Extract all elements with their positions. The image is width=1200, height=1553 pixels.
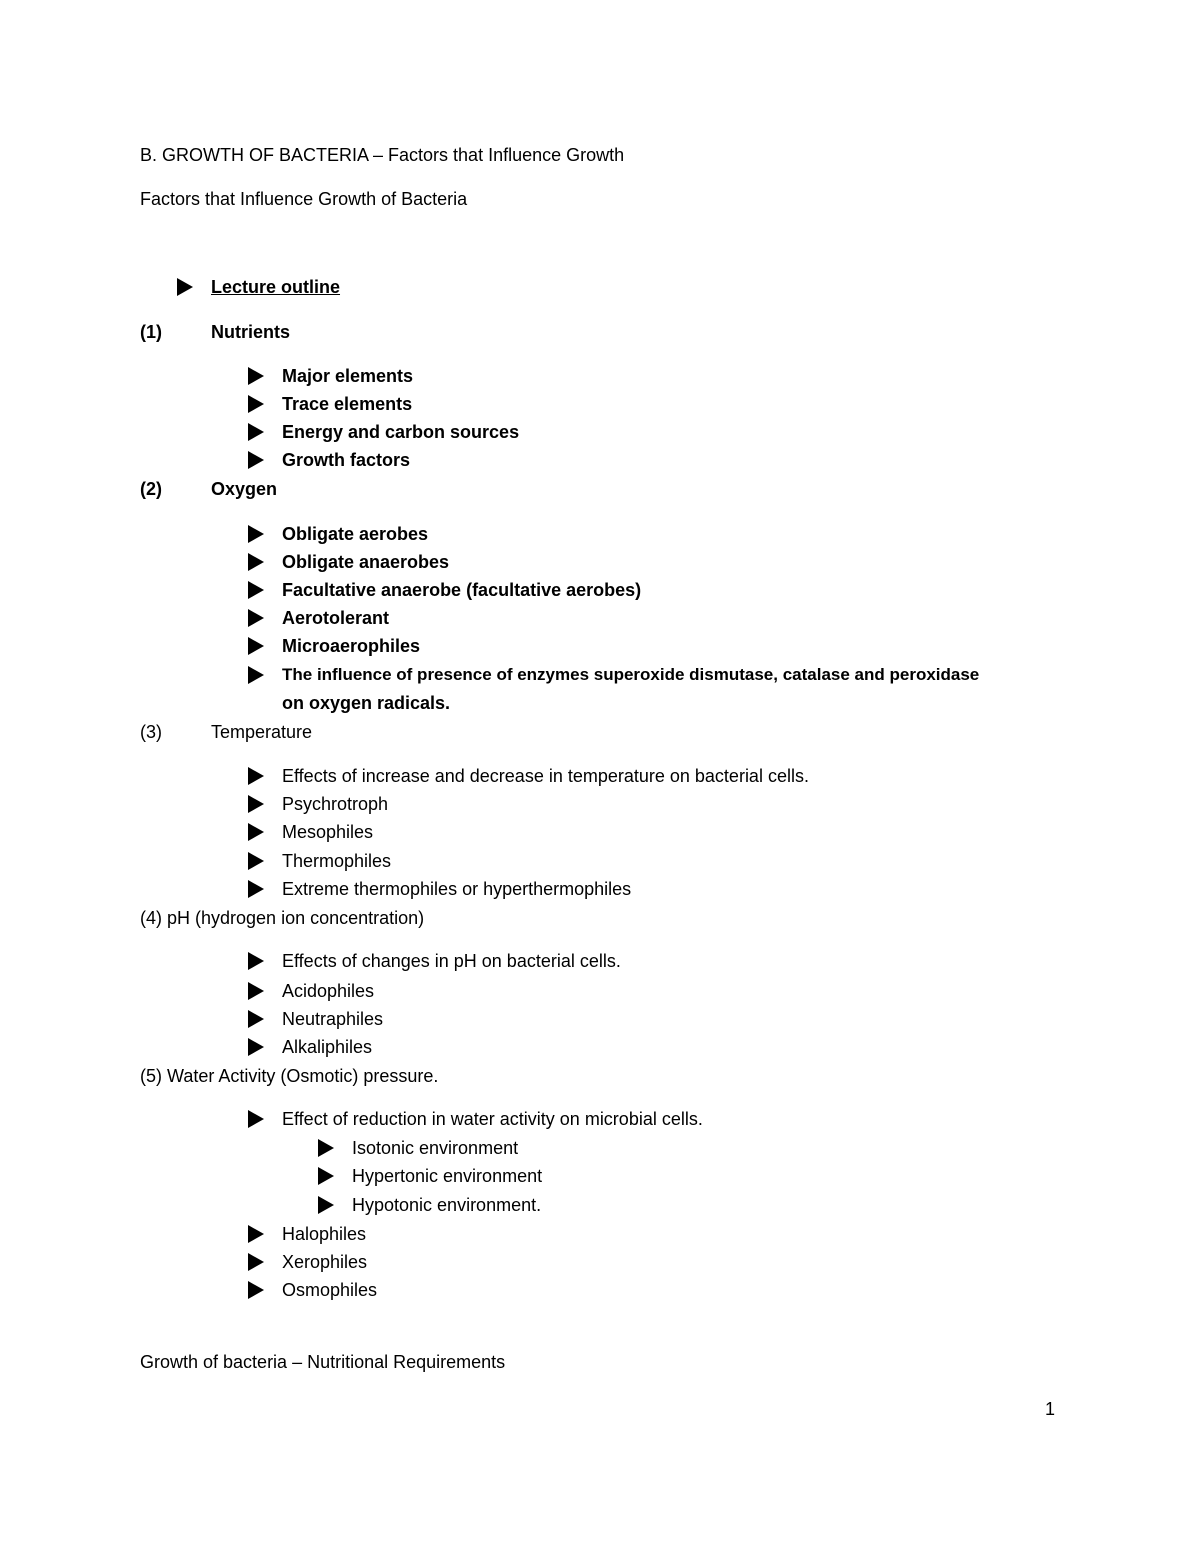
outline-title: Lecture outline [211,277,341,297]
arrow-bullet-icon [248,795,264,813]
arrow-bullet-icon [248,423,264,441]
list-item: The influence of presence of enzymes superoxide dismutase, catalase and peroxidase [282,665,980,684]
list-item: Trace elements [282,394,413,414]
list-item: Growth factors [282,450,411,470]
section-title-nutrients: Nutrients [211,322,291,342]
arrow-bullet-icon [248,1253,264,1271]
list-item: Acidophiles [282,981,375,1001]
arrow-bullet-icon [248,852,264,870]
arrow-bullet-icon [318,1167,334,1185]
page-number: 1 [1045,1399,1056,1419]
arrow-bullet-icon [248,609,264,627]
arrow-bullet-icon [248,823,264,841]
section-number: (2) [140,479,162,499]
list-item: Halophiles [282,1224,367,1244]
arrow-bullet-icon [248,395,264,413]
section-title-oxygen: Oxygen [211,479,278,499]
arrow-bullet-icon [318,1196,334,1214]
arrow-bullet-icon [248,451,264,469]
arrow-bullet-icon [248,1225,264,1243]
arrow-bullet-icon [248,666,264,684]
sub-list-item: Isotonic environment [352,1138,519,1158]
arrow-bullet-icon [248,1281,264,1299]
section-number: (1) [140,322,162,342]
arrow-bullet-icon [248,767,264,785]
arrow-bullet-icon [248,581,264,599]
list-item: Effect of reduction in water activity on microbial cells. [282,1109,703,1129]
arrow-bullet-icon [248,1010,264,1028]
list-item: Energy and carbon sources [282,422,520,442]
list-item: Alkaliphiles [282,1037,373,1057]
arrow-bullet-icon [177,278,193,296]
arrow-bullet-icon [248,880,264,898]
list-item: Xerophiles [282,1252,368,1272]
arrow-bullet-icon [248,525,264,543]
arrow-bullet-icon [248,637,264,655]
list-item: Extreme thermophiles or hyperthermophiles [282,879,632,899]
list-item: Neutraphiles [282,1009,384,1029]
section-number: (3) [140,722,162,742]
arrow-bullet-icon [248,553,264,571]
section-title-temperature: Temperature [211,722,313,742]
list-item: Osmophiles [282,1280,378,1300]
arrow-bullet-icon [318,1139,334,1157]
list-item: Psychrotroph [282,794,389,814]
list-item: Obligate aerobes [282,524,429,544]
sub-list-item: Hypertonic environment [352,1166,543,1186]
document-heading: B. GROWTH OF BACTERIA – Factors that Influence Growth [140,145,625,165]
next-section-heading: Growth of bacteria – Nutritional Requirements [140,1352,506,1372]
list-item: Thermophiles [282,851,392,871]
arrow-bullet-icon [248,1110,264,1128]
arrow-bullet-icon [248,952,264,970]
list-item: Mesophiles [282,822,374,842]
list-item: Microaerophiles [282,636,421,656]
list-item-continuation: on oxygen radicals. [282,693,451,713]
list-item: Obligate anaerobes [282,552,450,572]
document-subheading: Factors that Influence Growth of Bacteria [140,189,468,209]
list-item: Major elements [282,366,414,386]
arrow-bullet-icon [248,982,264,1000]
sub-list-item: Hypotonic environment. [352,1195,542,1215]
arrow-bullet-icon [248,1038,264,1056]
list-item: Facultative anaerobe (facultative aerobes) [282,580,642,600]
list-item: Effects of increase and decrease in temperature on bacterial cells. [282,766,809,786]
list-item: Effects of changes in pH on bacterial cells. [282,951,621,971]
arrow-bullet-icon [248,367,264,385]
section-title-water-activity: (5) Water Activity (Osmotic) pressure. [140,1066,439,1086]
section-title-ph: (4) pH (hydrogen ion concentration) [140,908,425,928]
list-item: Aerotolerant [282,608,390,628]
